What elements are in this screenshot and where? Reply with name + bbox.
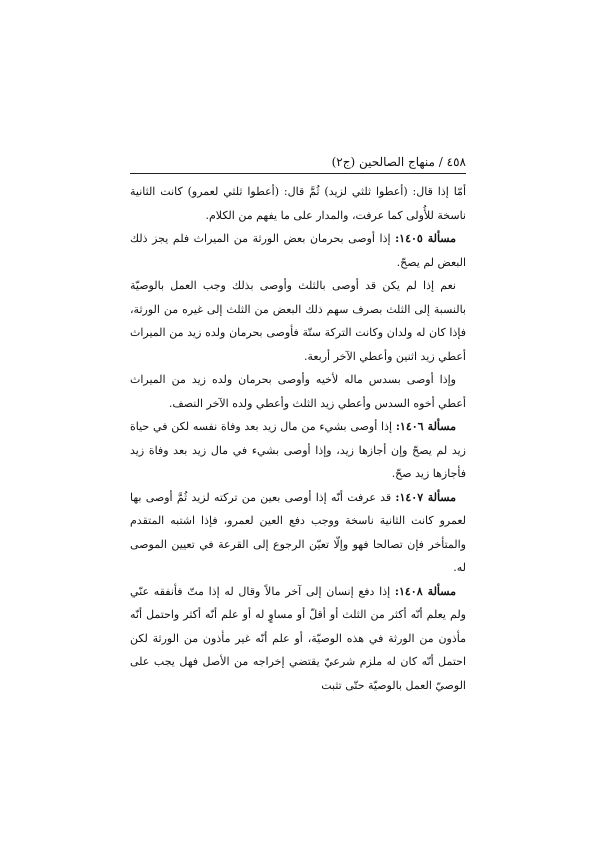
paragraph bbox=[130, 486, 466, 580]
paragraph-text: قد عرفت أنّه إذا أوصى بعين من تركته لزيد ثُمَّ أوصى بها لعمرو كانت الثانية ناسخة ووجب دفع العين لعمرو، فإذا اشتبه المتقدم والمتأخر فإن تصالحا فهو وإلّا تعيّن الرجوع إلى القرعة في تعيين الموصى له. bbox=[130, 490, 466, 574]
paragraph-text: أمّا إذا قال: (أعطوا ثلثي لزيد) ثُمَّ قال: (أعطوا ثلثي لعمرو) كانت الثانية ناسخة للأُولى كما عرفت، والمدار على ما يفهم من الكلام. bbox=[130, 185, 466, 222]
paragraph bbox=[130, 368, 466, 415]
paragraph-text: إذا أوصى بشيء من مال زيد بعد وفاة نفسه لكن في حياة زيد لم يصحّ وإن أجازها زيد، وإذا أوصى بشيء في مال زيد بعد وفاة زيد فأجازها زيد صحّ. bbox=[130, 420, 466, 480]
issue-label: مسألة ١٤٠٨: bbox=[394, 584, 456, 598]
issue-label: مسألة ١٤٠٦: bbox=[395, 420, 456, 433]
paragraph bbox=[130, 415, 466, 486]
paragraph-text: إذا أوصى بحرمان بعض الورثة من الميراث فلم يجز ذلك البعض لم يصحّ. bbox=[130, 232, 466, 269]
page-header bbox=[130, 153, 466, 174]
page-body bbox=[130, 180, 466, 697]
paragraph bbox=[130, 180, 466, 227]
paragraph-text: نعم إذا لم يكن قد أوصى بالثلث وأوصى بذلك وجب العمل بالوصيّة بالنسبة إلى الثلث بصرف سهم ذلك البعض من الثلث إلى غيره من الورثة، فإذا كان له ولدان وكانت التركة ستّة فأوصى بحرمان ولده زيد من الميراث أعطي زيد اثنين وأعطي الآخر أربعة. bbox=[130, 279, 466, 363]
issue-label: مسألة ١٤٠٧: bbox=[395, 490, 457, 504]
paragraph-text: إذا دفع إنسان إلى آخر مالاً وقال له إذا متّ فأنفقه عنّي ولم يعلم أنّه أكثر من الثلث أو أقلّ أو مساوٍ له أو علم أنّه أكثر واحتمل أنّه مأذون من الورثة في هذه الوصيّة، أو علم أنّه غير مأذون من الورثة لكن احتمل أنّه كان له ملزم شرعيّ يقتضي إخراجه من الأصل فهل يجب على الوصيّ العمل بالوصيّة حتّى تثبت bbox=[130, 584, 466, 692]
paragraph-text: وإذا أوصى بسدس ماله لأخيه وأوصى بحرمان ولده زيد من الميراث أعطي أخوه السدس وأعطي زيد الثلث وأعطي ولده الآخر النصف. bbox=[130, 373, 466, 410]
header-text: ٤٥٨ / منهاج الصالحين (ج٢) bbox=[331, 155, 466, 169]
issue-label: مسألة ١٤٠٥: bbox=[395, 232, 456, 245]
paragraph bbox=[130, 274, 466, 368]
paragraph bbox=[130, 580, 466, 698]
paragraph bbox=[130, 227, 466, 274]
